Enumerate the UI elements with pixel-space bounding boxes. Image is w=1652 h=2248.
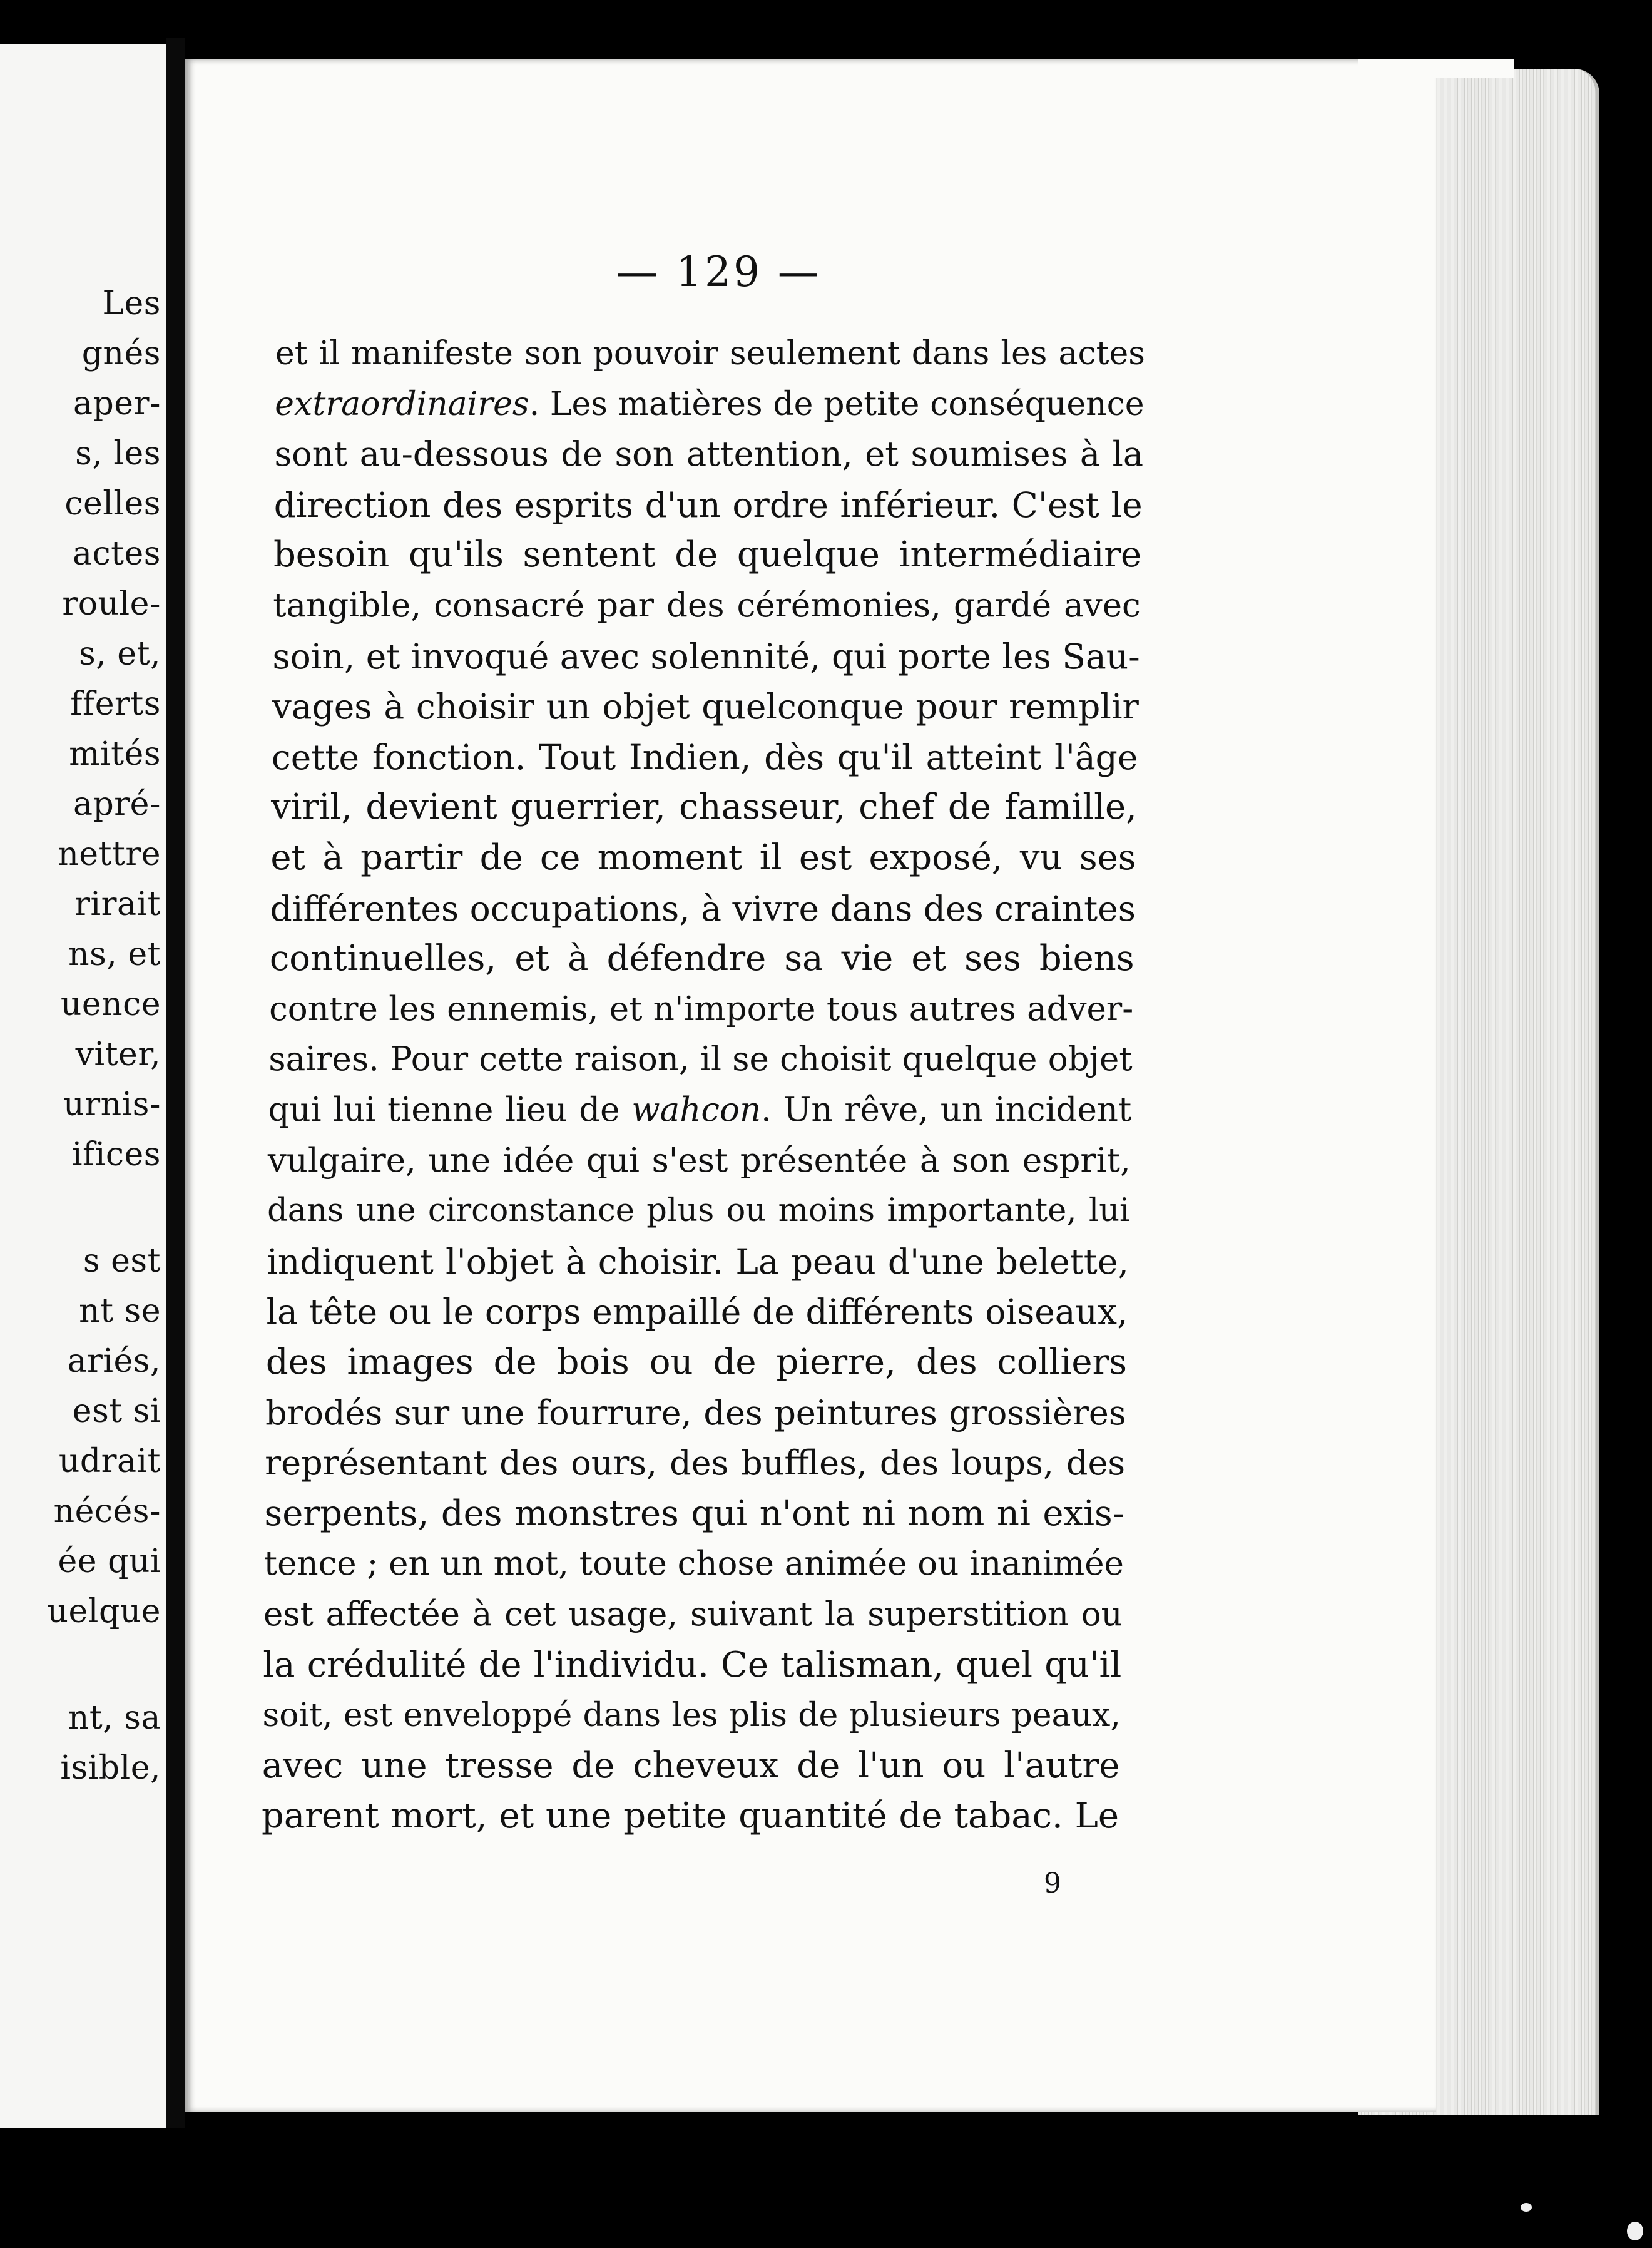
left-page-line: viter, [75, 1036, 161, 1073]
left-page-line: uence [60, 986, 161, 1023]
text-segment: vulgaire, une idée qui s'est présentée à son esprit, [267, 1141, 1131, 1180]
left-page-line: mités [69, 735, 161, 773]
text-line [262, 1794, 1119, 1838]
text-segment: la crédulité de l'individu. Ce talisman, quel qu'il [263, 1644, 1122, 1685]
italic-term: wahcon [631, 1091, 762, 1129]
text-line [267, 1240, 1129, 1284]
text-line [273, 584, 1141, 628]
left-page-line: nettre [58, 835, 161, 873]
text-segment: soin, et invoqué avec solennité, qui porte les Sau- [272, 636, 1140, 677]
text-line [268, 1139, 1131, 1183]
italic-term: extraordinaires [275, 385, 529, 423]
text-segment: dans une circonstance plus ou moins importante, lui [267, 1192, 1130, 1230]
text-segment: continuelles, et à défendre sa vie et ses biens [269, 938, 1134, 979]
text-segment: représentant des ours, des buffles, des loups, des [265, 1443, 1126, 1483]
text-line [266, 1341, 1127, 1384]
left-page-line: ns, et [68, 936, 161, 973]
text-line [269, 988, 1133, 1031]
signature-mark: 9 [1044, 1867, 1061, 1899]
left-page [0, 44, 166, 2128]
left-page-line: est si [72, 1392, 161, 1430]
book-gutter [166, 38, 185, 2128]
text-line [263, 1694, 1121, 1737]
text-line [263, 1593, 1123, 1637]
text-line [271, 785, 1137, 829]
text-line [267, 1189, 1129, 1233]
text-segment: et à partir de ce moment il est exposé, vu ses [270, 837, 1136, 878]
left-page-line: ifices [71, 1136, 161, 1173]
text-segment: et il manifeste son pouvoir seulement dans les actes [275, 335, 1145, 372]
text-line [272, 635, 1140, 678]
text-line [274, 483, 1143, 527]
text-segment: tence ; en un mot, toute chose animée ou inanimée [263, 1545, 1124, 1583]
text-line [273, 533, 1141, 577]
text-line [270, 836, 1136, 880]
text-segment: tangible, consacré par des cérémonies, gardé avec [273, 586, 1141, 625]
text-segment: saires. Pour cette raison, il se choisit quelque objet [268, 1040, 1133, 1079]
page-top-edge [1358, 59, 1514, 78]
text-line [272, 685, 1139, 728]
left-page-line: ée qui [58, 1543, 161, 1580]
text-line [270, 937, 1134, 981]
text-line [272, 735, 1138, 779]
text-segment: différentes occupations, à vivre dans des craintes [270, 888, 1136, 929]
left-page-line: s est [83, 1242, 161, 1280]
text-line [262, 1744, 1120, 1788]
left-page-line: aper- [73, 385, 161, 422]
text-line [270, 887, 1135, 931]
text-segment: direction des esprits d'un ordre inférieur. C'est le [273, 484, 1143, 525]
scan-speck [1521, 2203, 1532, 2212]
text-segment: cette fonction. Tout Indien, dès qu'il atteint l'âge [271, 737, 1138, 777]
scan-speck [1627, 2222, 1643, 2240]
left-page-line: urnis- [63, 1086, 161, 1123]
left-page-line: nécés- [53, 1493, 161, 1530]
text-line [275, 382, 1144, 426]
left-page-line: Les [102, 285, 161, 322]
text-segment: sont au-dessous de son attention, et soumises à la [274, 434, 1144, 474]
text-segment: des images de bois ou de pierre, des colliers [265, 1342, 1128, 1382]
page-number: — 129 — [616, 248, 822, 296]
left-page-line: actes [73, 535, 161, 573]
text-segment: parent mort, et une petite quantité de tabac. Le [262, 1796, 1119, 1837]
text-segment: contre les ennemis, et n'importe tous autres adver- [269, 989, 1134, 1028]
text-segment: qui lui tienne lieu de [268, 1091, 632, 1129]
text-line [268, 1088, 1132, 1132]
left-page-line: s, et, [79, 635, 161, 673]
left-page-line: udrait [58, 1443, 161, 1480]
text-segment: besoin qu'ils sentent de quelque intermédiaire [273, 534, 1142, 576]
left-page-line: isible, [60, 1749, 161, 1787]
text-line [275, 332, 1145, 376]
text-line [267, 1290, 1128, 1334]
left-page-line: rirait [74, 886, 161, 923]
text-segment: . Les matières de petite conséquence [529, 385, 1145, 423]
left-page-line: gnés [81, 335, 161, 372]
text-line [265, 1492, 1124, 1536]
left-page-line: fferts [70, 685, 161, 723]
text-segment: avec une tresse de cheveux de l'un ou l'autre [262, 1745, 1120, 1786]
left-page-line: apré- [73, 785, 161, 823]
text-segment: la tête ou le corps empaillé de différents oiseaux, [266, 1292, 1128, 1332]
text-line [264, 1542, 1123, 1586]
left-page-line: uelque [47, 1593, 161, 1630]
text-segment: . Un rêve, un incident [761, 1091, 1132, 1129]
text-segment: est affectée à cet usage, suivant la superstition ou [263, 1595, 1123, 1633]
text-line [265, 1391, 1126, 1435]
text-line [263, 1643, 1121, 1687]
text-segment: vages à choisir un objet quelconque pour remplir [272, 687, 1139, 727]
left-page-line: s, les [75, 435, 161, 473]
left-page-line: nt, sa [68, 1699, 161, 1737]
text-segment: viril, devient guerrier, chasseur, chef de famille, [271, 787, 1137, 828]
left-page-line: nt se [79, 1292, 161, 1330]
text-segment: serpents, des monstres qui n'ont ni nom ni exis- [264, 1493, 1124, 1534]
text-segment: brodés sur une fourrure, des peintures grossières [265, 1392, 1126, 1433]
left-page-line: celles [64, 485, 161, 523]
text-segment: indiquent l'objet à choisir. La peau d'une belette, [267, 1241, 1129, 1282]
text-line [268, 1038, 1132, 1081]
left-page-line: roule- [62, 585, 161, 623]
text-line [265, 1441, 1125, 1485]
text-segment: soit, est enveloppé dans les plis de plusieurs peaux, [262, 1697, 1121, 1735]
text-line [274, 432, 1143, 476]
left-page-line: ariés, [67, 1342, 161, 1380]
